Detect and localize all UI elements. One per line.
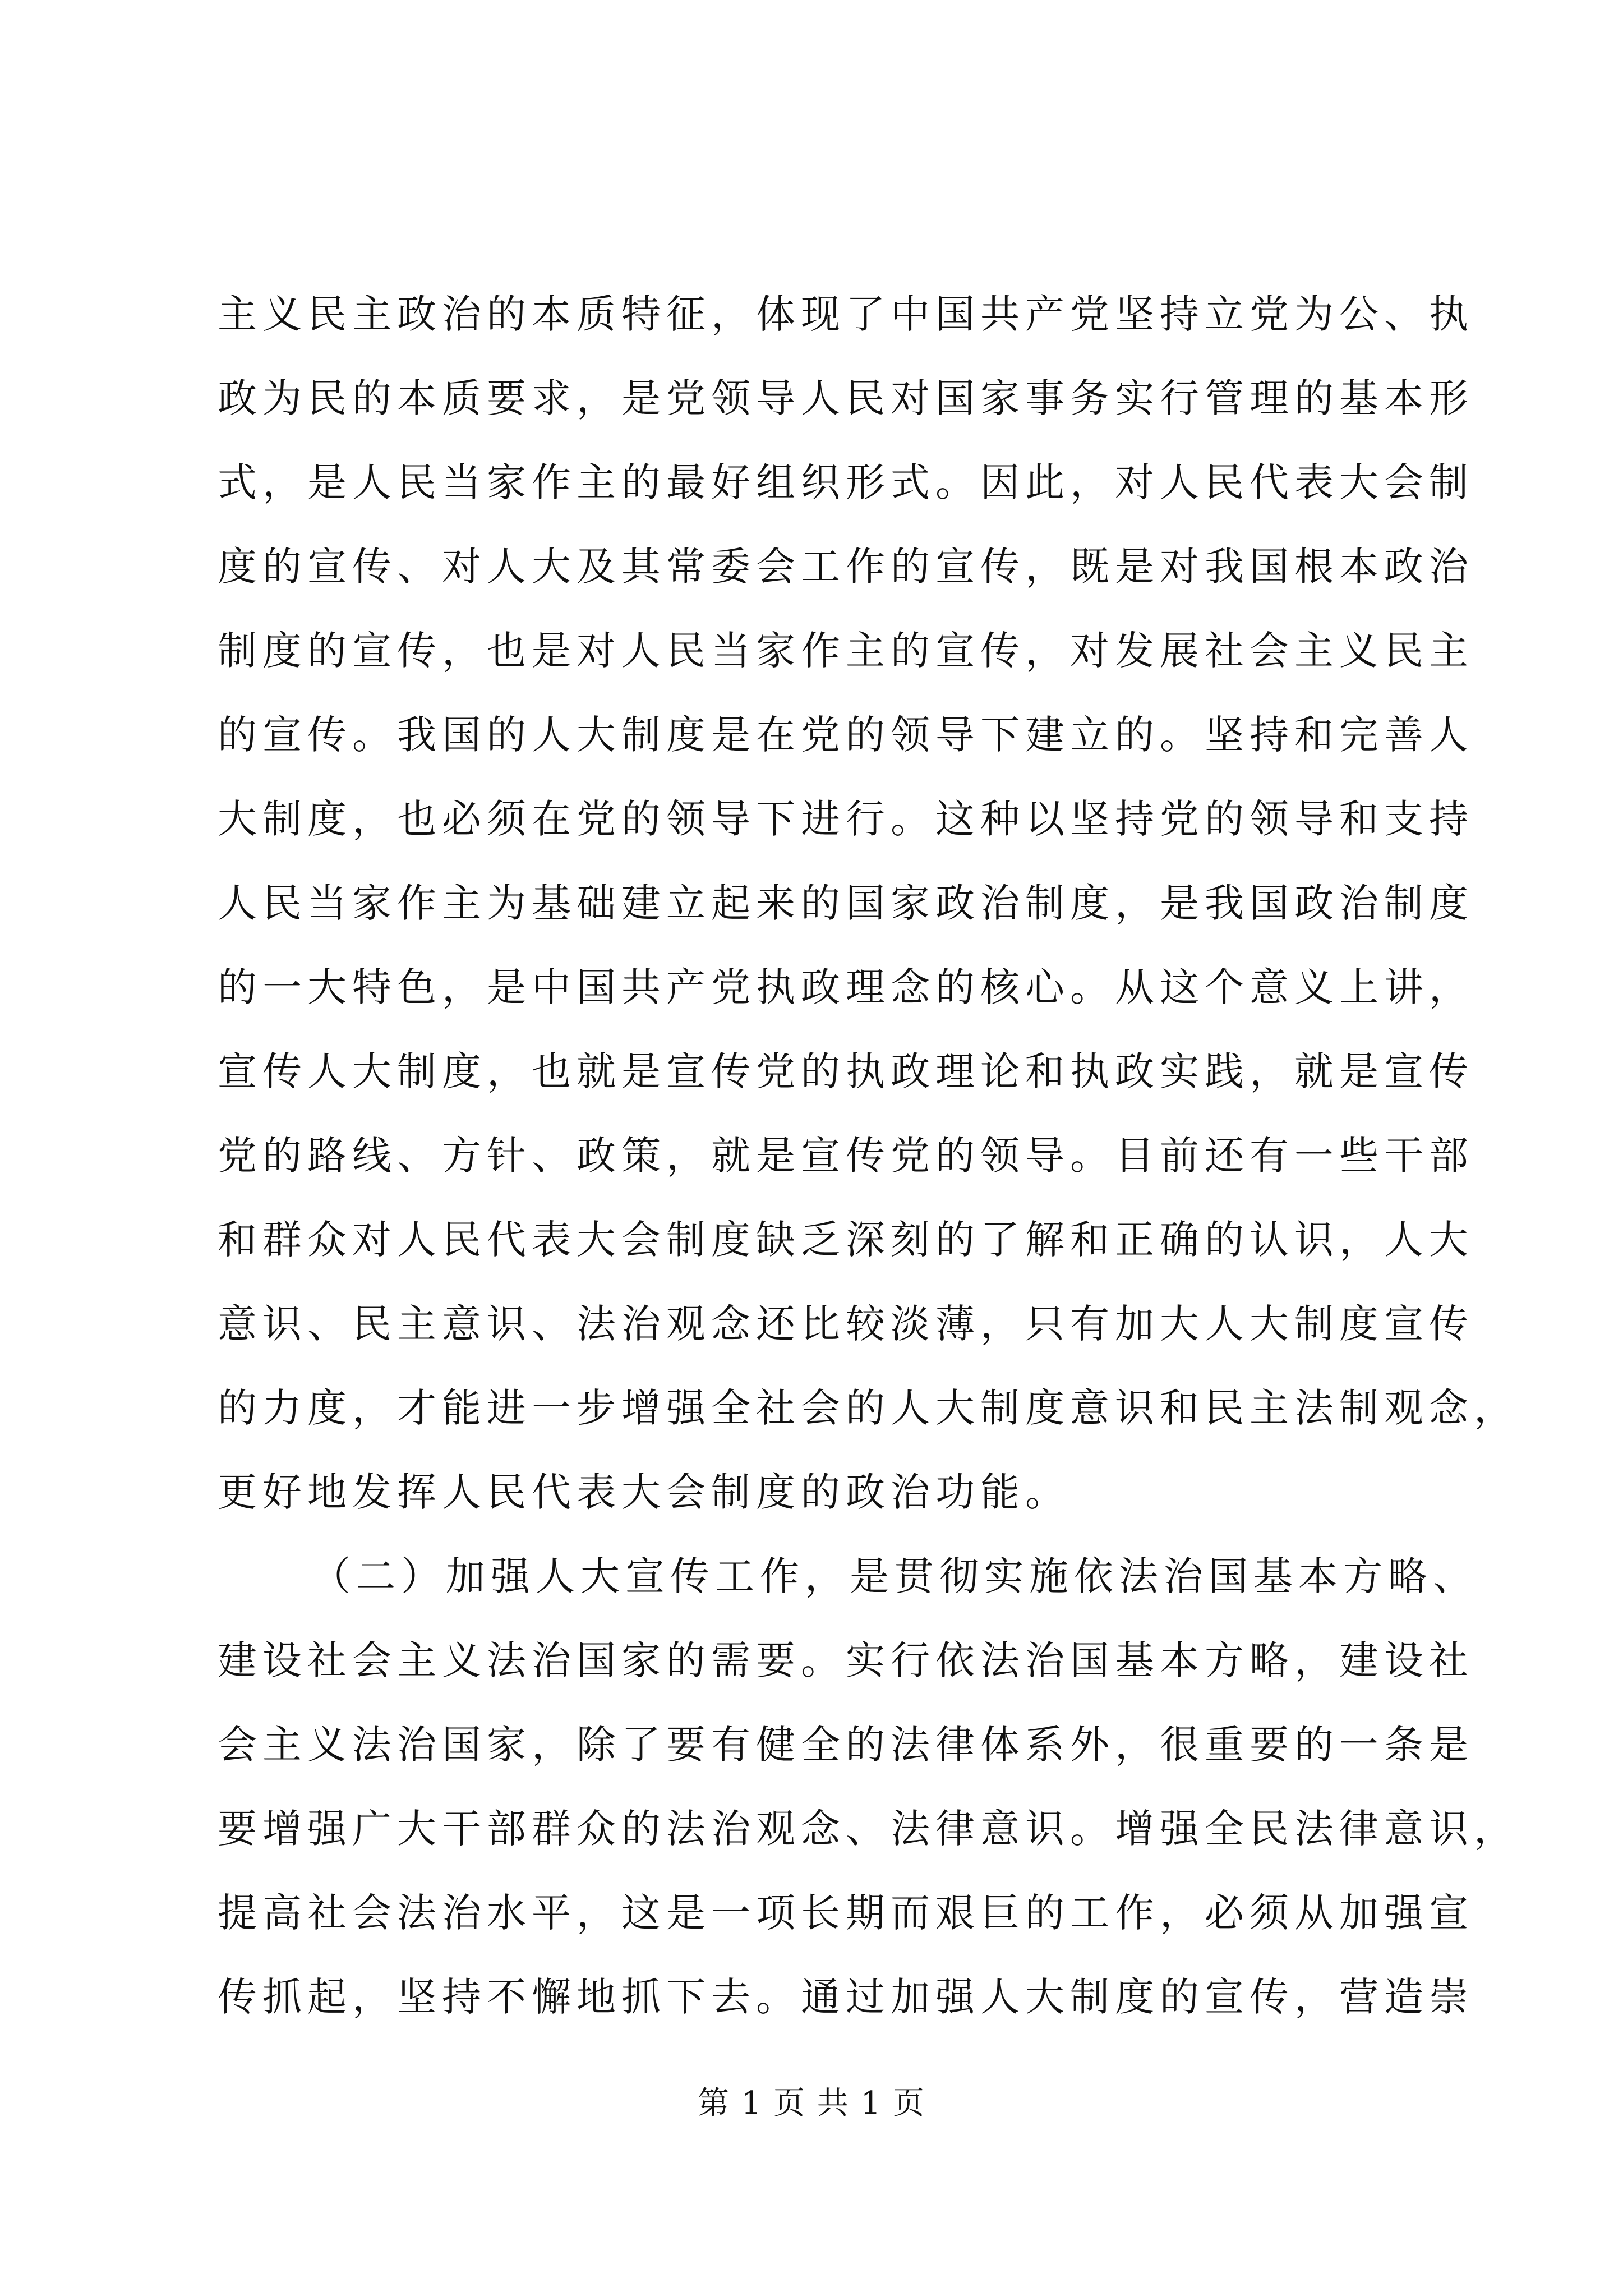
text-line: 更好地发挥人民代表大会制度的政治功能。 xyxy=(218,1469,1070,1515)
text-line: 的一大特色，是中国共产党执政理念的核心。从这个意义上讲， xyxy=(218,964,1474,1010)
text-line: 要增强广大干部群众的法治观念、法律意识。增强全民法律意识， xyxy=(218,1806,1519,1852)
text-line: 的力度，才能进一步增强全社会的人大制度意识和民主法制观念， xyxy=(218,1385,1519,1431)
text-line: 制度的宣传，也是对人民当家作主的宣传，对发展社会主义民主 xyxy=(218,628,1474,674)
text-line: 主义民主政治的本质特征，体现了中国共产党坚持立党为公、执 xyxy=(218,291,1474,337)
text-line: 式，是人民当家作主的最好组织形式。因此，对人民代表大会制 xyxy=(218,459,1474,505)
text-line: 大制度，也必须在党的领导下进行。这种以坚持党的领导和支持 xyxy=(218,796,1474,842)
text-line: 建设社会主义法治国家的需要。实行依法治国基本方略，建设社 xyxy=(218,1637,1474,1683)
text-line: 宣传人大制度，也就是宣传党的执政理论和执政实践，就是宣传 xyxy=(218,1048,1474,1094)
text-line: 党的路线、方针、政策，就是宣传党的领导。目前还有一些干部 xyxy=(218,1133,1474,1179)
page-footer: 第 1 页 共 1 页 xyxy=(697,2085,926,2122)
text-line: 度的宣传、对人大及其常委会工作的宣传，既是对我国根本政治 xyxy=(218,544,1474,590)
text-line: 的宣传。我国的人大制度是在党的领导下建立的。坚持和完善人 xyxy=(218,712,1474,758)
text-line: 传抓起，坚持不懈地抓下去。通过加强人大制度的宣传，营造崇 xyxy=(218,1974,1474,2020)
text-line: 人民当家作主为基础建立起来的国家政治制度，是我国政治制度 xyxy=(218,880,1474,926)
text-line: 政为民的本质要求，是党领导人民对国家事务实行管理的基本形 xyxy=(218,375,1474,421)
text-line: 意识、民主意识、法治观念还比较淡薄，只有加大人大制度宣传 xyxy=(218,1301,1474,1347)
text-line: 提高社会法治水平，这是一项长期而艰巨的工作，必须从加强宣 xyxy=(218,1890,1474,1936)
paragraph-first-line: （二）加强人大宣传工作，是贯彻实施依法治国基本方略、 xyxy=(311,1553,1478,1599)
text-line: 会主义法治国家，除了要有健全的法律体系外，很重要的一条是 xyxy=(218,1722,1474,1768)
text-line: 和群众对人民代表大会制度缺乏深刻的了解和正确的认识，人大 xyxy=(218,1217,1474,1263)
